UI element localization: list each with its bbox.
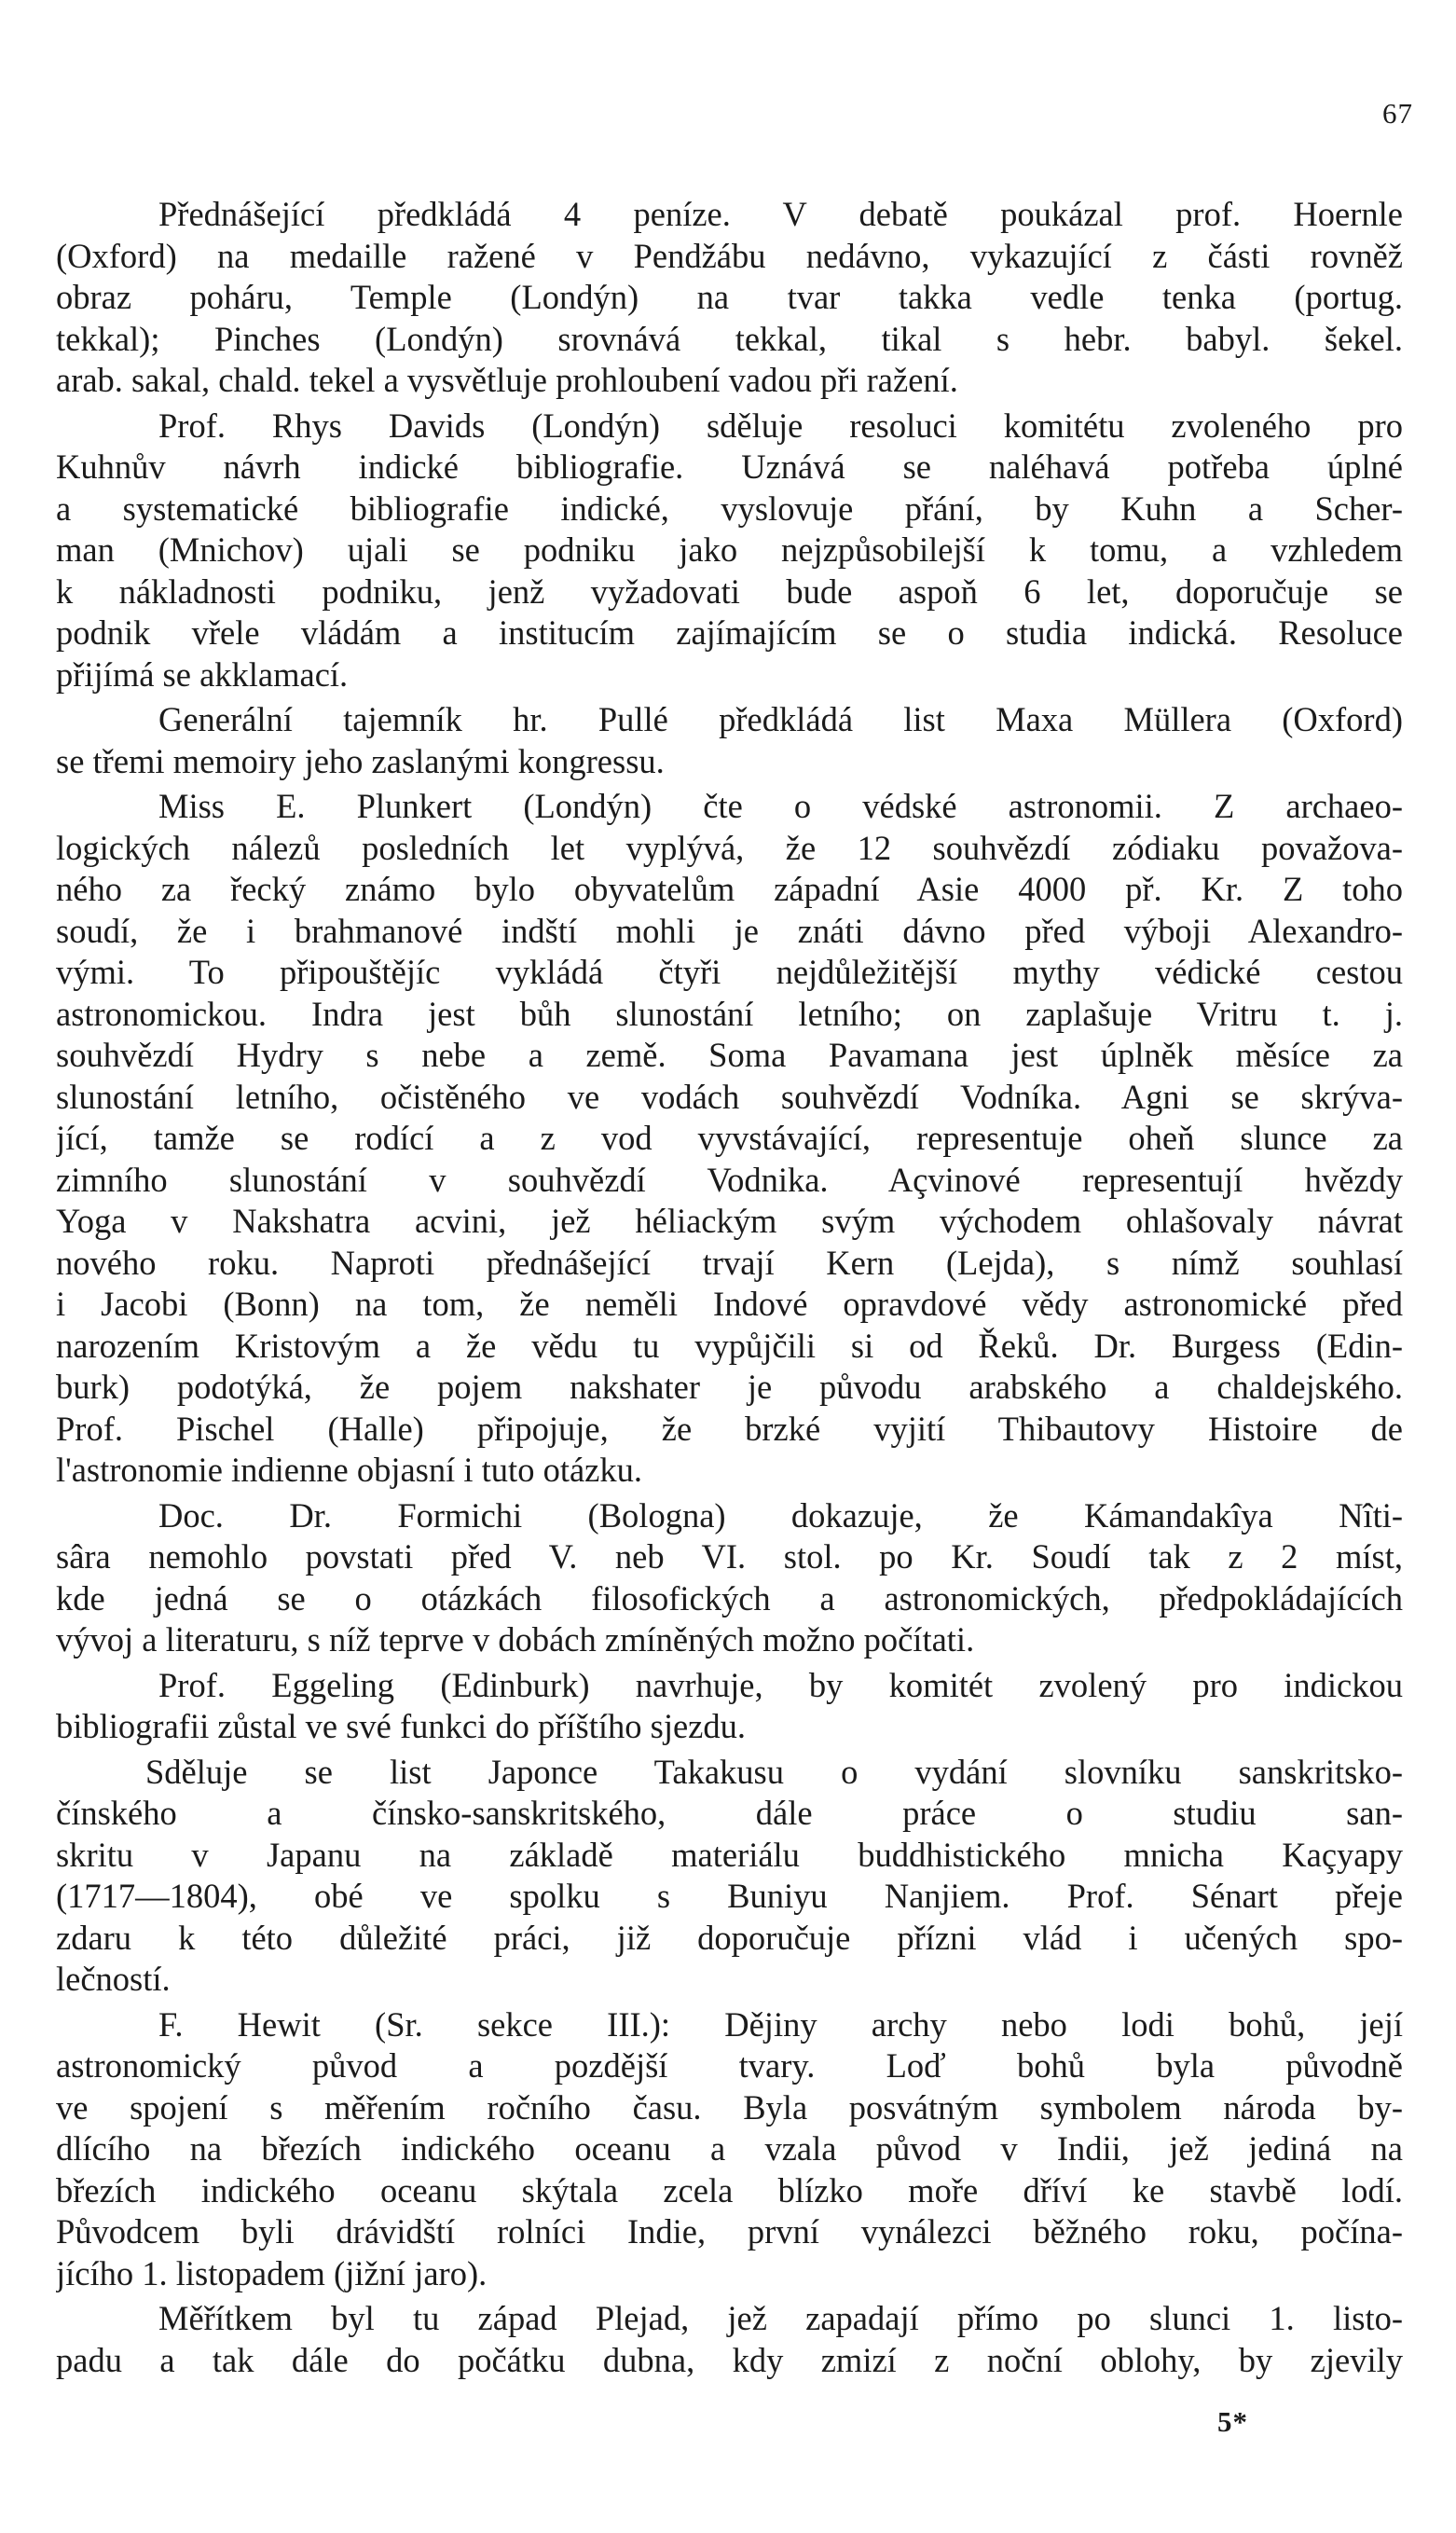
text-line: dlícího na březích indického oceanu a vzala původ v Indii, jež jediná na [56, 2129, 1403, 2168]
text-line: obraz poháru, Temple (Londýn) na tvar takka vedle tenka (portug. [56, 278, 1403, 316]
text-line: tekkal); Pinches (Londýn) srovnává tekkal, tikal s hebr. babyl. šekel. [56, 319, 1403, 358]
text-line: Původcem byli drávidští rolníci Indie, první vynálezci běžného roku, počína- [56, 2212, 1403, 2251]
text-line: k nákladnosti podniku, jenž vyžadovati bude aspoň 6 let, doporučuje se [56, 571, 1403, 611]
text-line: jícího 1. listopadem (jižní jaro). [56, 2253, 488, 2292]
text-line: zimního slunostání v souhvězdí Vodnika. Açvinové representují hvězdy [56, 1160, 1403, 1199]
text-line: l'astronomie indienne objasní i tuto otázku. [56, 1451, 642, 1489]
text-line: slunostání letního, očistěného ve vodách souhvězdí Vodníka. Agni se skrýva- [56, 1077, 1403, 1116]
text-line: logických nálezů posledních let vyplývá, že 12 souhvězdí zódiaku považova- [56, 828, 1403, 867]
text-line: Prof. Pischel (Halle) připojuje, že brzké vyjití Thibautovy Histoire de [56, 1409, 1403, 1448]
text-line: bibliografii zůstal ve své funkci do příštího sjezdu. [56, 1707, 746, 1745]
text-line: Yoga v Nakshatra acvini, jež héliackým svým východem ohlašovaly návrat [56, 1202, 1403, 1240]
text-line: ve spojení s měřením ročního času. Byla posvátným symbolem národa by- [56, 2087, 1403, 2127]
text-line: soudí, že i brahmanové indští mohli je znáti dávno před výboji Alexandro- [56, 911, 1403, 950]
signature-mark: 5* [1217, 2405, 1248, 2438]
page-number: 67 [1382, 97, 1413, 130]
text-line: astronomický původ a pozdější tvary. Loď bohů byla původně [56, 2046, 1403, 2085]
text-line: zdaru k této důležité práci, již doporučuje přízni vlád i učených spo- [56, 1918, 1403, 1957]
text-line: F. Hewit (Sr. sekce III.): Dějiny archy nebo lodi bohů, její [158, 2004, 1403, 2044]
text-line: souhvězdí Hydry s nebe a země. Soma Pavamana jest úplněk měsíce za [56, 1036, 1403, 1074]
text-line: Sděluje se list Japonce Takakusu o vydání slovníku sanskritsko- [145, 1752, 1403, 1791]
text-line: a systematické bibliografie indické, vyslovuje přání, by Kuhn a Scher- [56, 489, 1403, 528]
text-line: Měřítkem byl tu západ Plejad, jež zapadají přímo po slunci 1. listo- [158, 2299, 1403, 2337]
text-line: vývoj a literaturu, s níž teprve v dobách zmíněných možno počítati. [56, 1620, 975, 1659]
page-body [56, 194, 1403, 2381]
text-line: lečností. [56, 1960, 171, 1998]
text-line: Prof. Rhys Davids (Londýn) sděluje resoluci komitétu zvoleného pro [158, 406, 1403, 445]
text-line: Prof. Eggeling (Edinburk) navrhuje, by komitét zvolený pro indickou [158, 1665, 1403, 1704]
text-line: nového roku. Naproti přednášející trvají Kern (Lejda), s nímž souhlasí [56, 1243, 1403, 1282]
text-line: Generální tajemník hr. Pullé předkládá list Maxa Müllera (Oxford) [158, 700, 1403, 738]
text-line: burk) podotýká, že pojem nakshater je původu arabského a chaldejského. [56, 1368, 1403, 1406]
text-line: se třemi memoiry jeho zaslanými kongressu. [56, 741, 665, 780]
text-line: Doc. Dr. Formichi (Bologna) dokazuje, že Kámandakîya Nîti- [158, 1495, 1403, 1535]
text-line: Přednášející předkládá 4 peníze. V debatě poukázal prof. Hoernle [158, 195, 1403, 233]
text-line: (1717—1804), obé ve spolku s Buniyu Nanjiem. Prof. Sénart přeje [56, 1877, 1403, 1915]
text-line: kde jedná se o otázkách filosofických a astronomických, předpokládajících [56, 1578, 1403, 1618]
text-line: čínského a čínsko-sanskritského, dále práce o studiu san- [56, 1794, 1403, 1832]
text-line: arab. sakal, chald. tekel a vysvětluje prohloubení vadou při ražení. [56, 361, 958, 399]
text-line: přijímá se akklamací. [56, 654, 349, 694]
text-line: jící, tamže se rodící a z vod vyvstávající, representuje oheň slunce za [56, 1119, 1403, 1157]
text-line: Miss E. Plunkert (Londýn) čte o védské astronomii. Z archaeo- [158, 787, 1403, 825]
text-line: astronomickou. Indra jest bůh slunostání letního; on zaplašuje Vritru t. j. [56, 994, 1403, 1033]
text-line: narozením Kristovým a že vědu tu vypůjčili si od Řeků. Dr. Burgess (Edin- [56, 1326, 1403, 1365]
text-line: vými. To připouštějíc vykládá čtyři nejdůležitější mythy védické cestou [56, 953, 1403, 991]
text-line: (Oxford) na medaille ražené v Pendžábu nedávno, vykazující z části rovněž [56, 236, 1403, 275]
text-line: i Jacobi (Bonn) na tom, že neměli Indové opravdové vědy astronomické před [56, 1285, 1403, 1323]
text-line: podnik vřele vládám a institucím zajímajícím se o studia indická. Resoluce [56, 613, 1403, 652]
text-line: Kuhnův návrh indické bibliografie. Uznává se naléhavá potřeba úplné [56, 447, 1403, 486]
text-line: sâra nemohlo povstati před V. neb VI. stol. po Kr. Soudí tak z 2 míst, [56, 1537, 1403, 1576]
text-line: padu a tak dále do počátku dubna, kdy zmizí z noční oblohy, by zjevily [56, 2340, 1403, 2379]
text-line: man (Mnichov) ujali se podniku jako nejzpůsobilejší k tomu, a vzhledem [56, 530, 1403, 569]
text-line: březích indického oceanu skýtala zcela blízko moře dříví ke stavbě lodí. [56, 2170, 1403, 2209]
text-line: skritu v Japanu na základě materiálu buddhistického mnicha Kaçyapy [56, 1835, 1403, 1874]
text-line: ného za řecký známo bylo obyvatelům západní Asie 4000 př. Kr. Z toho [56, 870, 1403, 908]
